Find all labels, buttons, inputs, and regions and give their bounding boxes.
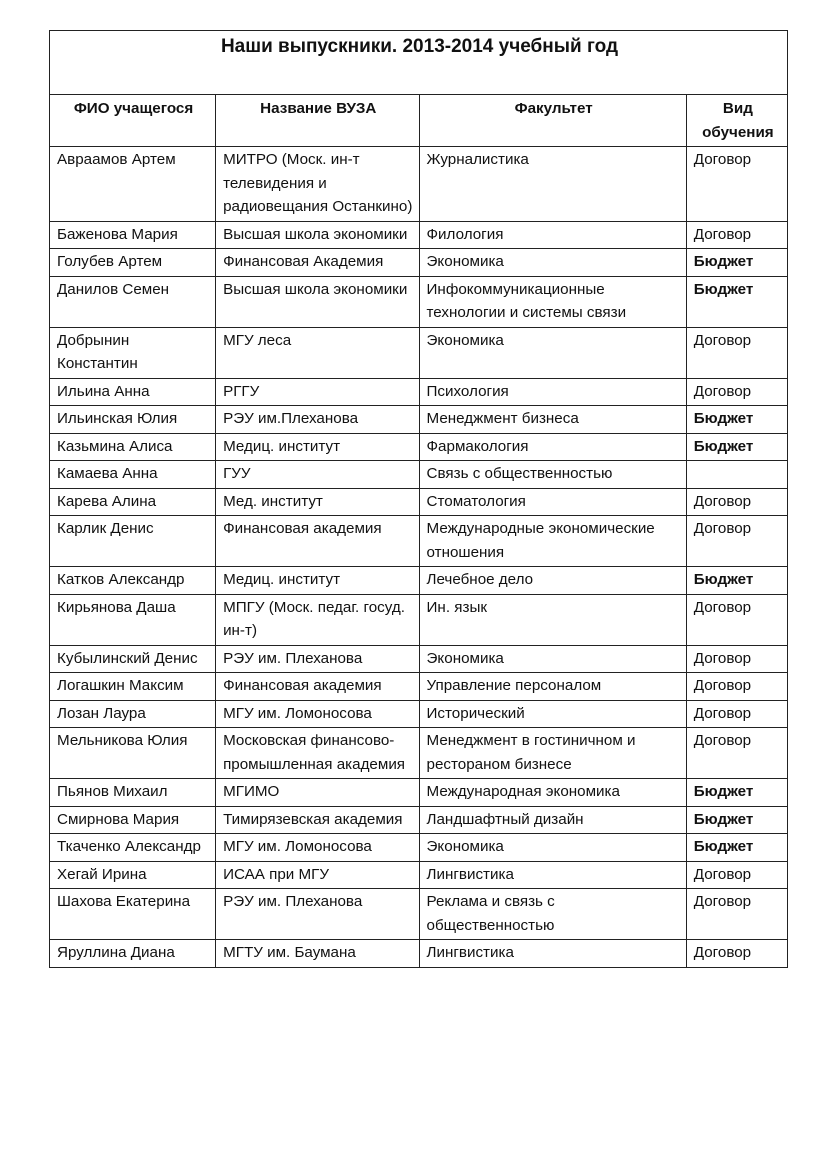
student-name-cell: Кубылинский Денис [50,645,216,673]
student-name-cell: Ильина Анна [50,378,216,406]
header-student-name: ФИО учащегося [50,95,216,147]
header-faculty: Факультет [419,95,686,147]
study-form-cell: Бюджет [686,567,787,595]
faculty-cell: Журналистика [419,147,686,222]
table-row [50,728,788,779]
header-university: Название ВУЗА [216,95,419,147]
university-cell: Мед. институт [216,488,419,516]
faculty-cell: Международная экономика [419,779,686,807]
study-form-cell: Бюджет [686,433,787,461]
student-name-cell: Смирнова Мария [50,806,216,834]
university-cell: Финансовая академия [216,673,419,701]
header-row [50,95,788,147]
student-name-cell: Добрынин Константин [50,327,216,378]
table-row [50,406,788,434]
faculty-cell: Фармакология [419,433,686,461]
table-title: Наши выпускники. 2013-2014 учебный год [50,31,788,95]
faculty-cell: Экономика [419,834,686,862]
university-cell: РГГУ [216,378,419,406]
university-cell: РЭУ им. Плеханова [216,889,419,940]
student-name-cell: Логашкин Максим [50,673,216,701]
faculty-cell: Международные экономические отношения [419,516,686,567]
student-name-cell: Лозан Лаура [50,700,216,728]
university-cell: МГУ им. Ломоносова [216,834,419,862]
faculty-cell: Реклама и связь с общественностью [419,889,686,940]
table-row [50,779,788,807]
study-form-cell: Договор [686,700,787,728]
university-cell: РЭУ им. Плеханова [216,645,419,673]
faculty-cell: Менеджмент бизнеса [419,406,686,434]
student-name-cell: Яруллина Диана [50,940,216,968]
student-name-cell: Ткаченко Александр [50,834,216,862]
university-cell: Высшая школа экономики [216,276,419,327]
header-study-form: Вид обучения [686,95,787,147]
student-name-cell: Карлик Денис [50,516,216,567]
faculty-cell: Филология [419,221,686,249]
faculty-cell: Менеджмент в гостиничном и рестораном бизнесе [419,728,686,779]
study-form-cell: Договор [686,327,787,378]
table-row [50,861,788,889]
student-name-cell: Мельникова Юлия [50,728,216,779]
student-name-cell: Камаева Анна [50,461,216,489]
university-cell: МГТУ им. Баумана [216,940,419,968]
student-name-cell: Хегай Ирина [50,861,216,889]
table-row [50,378,788,406]
university-cell: Тимирязевская академия [216,806,419,834]
faculty-cell: Исторический [419,700,686,728]
study-form-cell: Бюджет [686,276,787,327]
table-row [50,567,788,595]
study-form-cell: Бюджет [686,779,787,807]
table-row [50,327,788,378]
university-cell: Финансовая академия [216,516,419,567]
table-row [50,433,788,461]
study-form-cell: Бюджет [686,249,787,277]
study-form-cell: Договор [686,488,787,516]
study-form-cell: Договор [686,594,787,645]
study-form-cell: Бюджет [686,834,787,862]
study-form-cell: Бюджет [686,806,787,834]
university-cell: МГУ леса [216,327,419,378]
university-cell: МГУ им. Ломоносова [216,700,419,728]
faculty-cell: Лингвистика [419,861,686,889]
university-cell: РЭУ им.Плеханова [216,406,419,434]
title-row [50,31,788,95]
faculty-cell: Управление персоналом [419,673,686,701]
student-name-cell: Казьмина Алиса [50,433,216,461]
student-name-cell: Ильинская Юлия [50,406,216,434]
table-row [50,594,788,645]
study-form-cell: Договор [686,378,787,406]
table-row [50,221,788,249]
table-row [50,276,788,327]
university-cell: Московская финансово-промышленная академия [216,728,419,779]
table-row [50,488,788,516]
table-row [50,940,788,968]
faculty-cell: Связь с общественностью [419,461,686,489]
faculty-cell: Психология [419,378,686,406]
faculty-cell: Экономика [419,645,686,673]
study-form-cell: Договор [686,645,787,673]
student-name-cell: Пьянов Михаил [50,779,216,807]
table-row [50,700,788,728]
table-row [50,673,788,701]
study-form-cell: Договор [686,147,787,222]
university-cell: ИСАА при МГУ [216,861,419,889]
student-name-cell: Катков Александр [50,567,216,595]
student-name-cell: Кирьянова Даша [50,594,216,645]
study-form-cell: Договор [686,728,787,779]
faculty-cell: Ландшафтный дизайн [419,806,686,834]
study-form-cell: Договор [686,673,787,701]
university-cell: МПГУ (Моск. педаг. госуд. ин-т) [216,594,419,645]
faculty-cell: Экономика [419,249,686,277]
student-name-cell: Баженова Мария [50,221,216,249]
faculty-cell: Стоматология [419,488,686,516]
student-name-cell: Данилов Семен [50,276,216,327]
study-form-cell [686,461,787,489]
university-cell: МГИМО [216,779,419,807]
study-form-cell: Договор [686,940,787,968]
faculty-cell: Экономика [419,327,686,378]
university-cell: ГУУ [216,461,419,489]
study-form-cell: Договор [686,889,787,940]
table-row [50,461,788,489]
table-row [50,806,788,834]
table-row [50,249,788,277]
faculty-cell: Лингвистика [419,940,686,968]
faculty-cell: Ин. язык [419,594,686,645]
graduates-table [49,30,788,968]
university-cell: Высшая школа экономики [216,221,419,249]
table-row [50,834,788,862]
university-cell: МИТРО (Моск. ин-т телевидения и радиовещания Останкино) [216,147,419,222]
faculty-cell: Инфокоммуникационные технологии и системы связи [419,276,686,327]
university-cell: Финансовая Академия [216,249,419,277]
faculty-cell: Лечебное дело [419,567,686,595]
table-body [50,147,788,968]
university-cell: Медиц. институт [216,433,419,461]
graduates-document [49,30,788,968]
table-row [50,147,788,222]
study-form-cell: Бюджет [686,406,787,434]
table-row [50,516,788,567]
student-name-cell: Голубев Артем [50,249,216,277]
study-form-cell: Договор [686,861,787,889]
study-form-cell: Договор [686,516,787,567]
study-form-cell: Договор [686,221,787,249]
student-name-cell: Авраамов Артем [50,147,216,222]
student-name-cell: Карева Алина [50,488,216,516]
university-cell: Медиц. институт [216,567,419,595]
table-row [50,889,788,940]
table-row [50,645,788,673]
student-name-cell: Шахова Екатерина [50,889,216,940]
